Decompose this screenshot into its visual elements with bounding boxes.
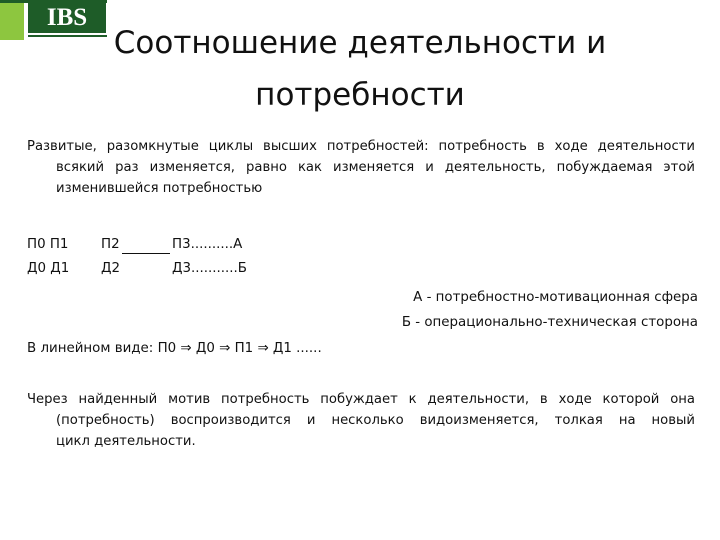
intro-paragraph <box>27 136 695 199</box>
legend-b: Б - операционально-техническая сторона <box>401 315 698 330</box>
intro-line-1: Развитые, разомкнутые циклы высших потребностей: потребность в ходе деятельности <box>27 139 695 154</box>
logo-text: IBS <box>28 3 106 33</box>
seq-row1-col1: П0 П1 <box>27 237 69 252</box>
legend-a: А - потребностно-мотивационная сфера <box>413 290 698 305</box>
seq-row2-col2: Д2 <box>101 261 120 276</box>
seq-row2-col1: Д0 Д1 <box>27 261 70 276</box>
linear-form: В линейном виде: П0 ⇒ Д0 ⇒ П1 ⇒ Д1 ...... <box>27 341 322 356</box>
outro-line-1: Через найденный мотив потребность побуждает к деятельности, в ходе которой она <box>27 392 695 407</box>
outro-paragraph <box>27 389 695 452</box>
intro-line-2: всякий раз изменяется, равно как изменяется и деятельность, побуждаемая этой <box>56 160 695 175</box>
seq-row1-col2: П2 <box>101 237 120 252</box>
seq-row1-col3: П3..........А <box>172 237 243 252</box>
slide-title-line-2: потребности <box>255 77 465 113</box>
seq-connector-line <box>122 253 170 254</box>
outro-line-2: (потребность) воспроизводится и несколько видоизменяется, толкая на новый <box>56 413 695 428</box>
intro-line-3: изменившейся потребностью <box>56 181 263 196</box>
outro-line-3: цикл деятельности. <box>56 434 196 449</box>
slide-title-line-1: Соотношение деятельности и <box>113 25 607 61</box>
seq-row2-col3: Д3...........Б <box>172 261 247 276</box>
